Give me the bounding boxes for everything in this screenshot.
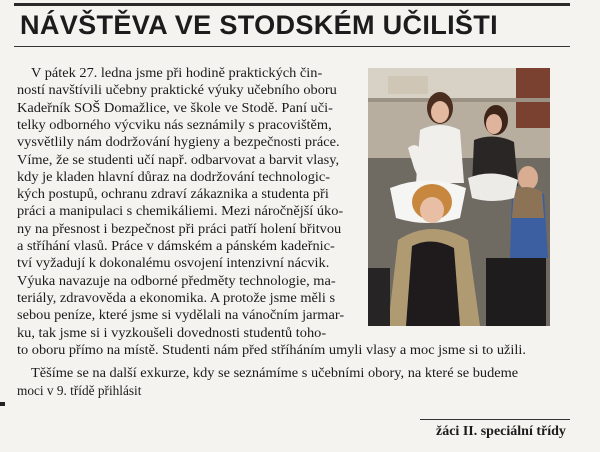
body-line: Víme, že se studenti učí např. odbarvovat a barvit vlasy, (17, 152, 340, 167)
body-line: V pátek 27. ledna jsme při hodině praktických čin- (31, 65, 323, 80)
body-line: to oboru přímo na místě. Studenti nám před stříháním umyli vlasy a moc jsme si to užili. (17, 342, 526, 357)
body-line: kých postupů, ochranu zdraví zákaznika a studenta při (17, 186, 329, 201)
body-line: tví vyžadují k dokonalému osvojení intenzivní nácvik. (17, 255, 330, 270)
body-line: ku, tak jsme si i vyzkoušeli dovednosti studentů toho- (17, 325, 327, 340)
title-rule (14, 46, 570, 47)
body-line: ny na přesnost i bezpečnost při práci patří holení břitvou (17, 221, 342, 236)
body-line: teriály, zdravověda a ekonomika. A protože jsme měli s (17, 290, 336, 305)
body-line: práci a manipulaci s chemikáliemi. Mezi náročnější úko- (17, 203, 344, 218)
body-line: Těšíme se na další exkurze, kdy se seznámíme s učebními obory, na které se budeme (31, 365, 519, 380)
top-rule (14, 3, 570, 6)
page-margin-mark (0, 402, 5, 406)
body-line: Kadeřník SOŠ Domažlice, ve škole ve Stodě. Paní uči- (17, 100, 333, 115)
article-title: NÁVŠTĚVA VE STODSKÉM UČILIŠTI (20, 10, 498, 40)
body-line: Výuka navazuje na odborné předměty technologie, ma- (17, 273, 336, 288)
body-line: a stříhání vlasů. Práce v dámském a pánském kadeřnic- (17, 238, 335, 253)
article-signature: žáci II. speciální třídy (436, 424, 566, 439)
article-photo (368, 68, 550, 326)
body-line: moci v 9. třídě přihlásit (17, 383, 142, 398)
signature-rule (420, 419, 570, 420)
body-line: telky odborného výcviku nás seznámily s pracovištěm, (17, 117, 332, 132)
body-line: kdy je kladen hlavní důraz na dodržování technologic- (17, 169, 331, 184)
body-line: sebou peníze, které jsme si vydělali na vánočním jarmar- (17, 307, 345, 322)
body-line: ností navštívili učebny praktické výuky učebního oboru (17, 82, 337, 97)
body-line: vysvětlily nám dodržování hygieny a bezpečnosti práce. (17, 134, 340, 149)
